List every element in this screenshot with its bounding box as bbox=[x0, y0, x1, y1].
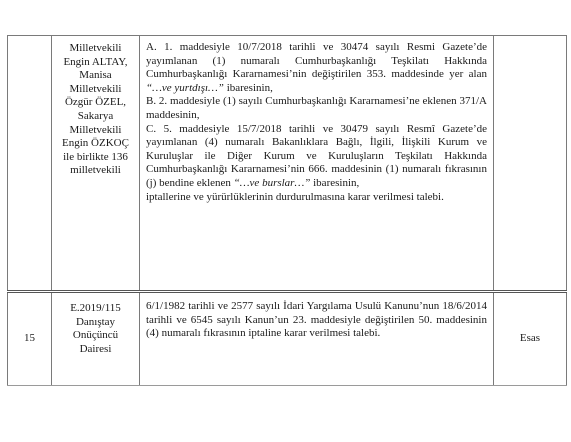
subject-a-quote: “…ve yurtdışı…” bbox=[146, 81, 224, 94]
applicant-line: Milletvekili bbox=[69, 82, 122, 95]
applicant-line: milletvekili bbox=[70, 164, 121, 177]
subject-c-tail: ibaresinin, bbox=[310, 176, 360, 189]
applicant-line: Milletvekili bbox=[69, 42, 122, 54]
subject-a-tail: ibaresinin, bbox=[223, 81, 273, 94]
applicant-line: E.2019/115 bbox=[70, 302, 121, 314]
applicant-line: ile birlikte 136 bbox=[63, 150, 128, 163]
subject-item-a bbox=[146, 41, 487, 95]
subject-a-text: A. 1. maddesiyle 10/7/2018 tarihli ve 30474 sayılı Resmi Gazete’de yayımlanan (1) numaralı Cumhurbaşkanlığı Teşkilatı Hakkında Cumhurbaşkanlığı Kararnamesi’nin değiştirilen 353. maddesinde yer alan bbox=[146, 41, 487, 81]
applicant-line: Özgür ÖZEL, bbox=[64, 96, 127, 109]
applicant-line: Engin ÖZKOÇ bbox=[62, 137, 129, 150]
subject-cell bbox=[140, 292, 494, 386]
table-row bbox=[8, 292, 567, 386]
applicant-cell bbox=[52, 36, 140, 292]
result-cell bbox=[494, 36, 567, 292]
case-table bbox=[7, 35, 567, 386]
row-number-cell: 15 bbox=[8, 292, 52, 386]
applicant-line: Milletvekili bbox=[69, 123, 122, 136]
subject-cell bbox=[140, 36, 494, 292]
row-number-cell bbox=[8, 36, 52, 292]
subject-c-quote: “…ve burslar…” bbox=[233, 176, 311, 189]
applicant-line: Engin ALTAY, bbox=[63, 55, 128, 68]
subject-c-text: C. 5. maddesiyle 15/7/2018 tarihli ve 30479 sayılı Resmî Gazete’de yayımlanan (4) numaralı Bakanlıklara Bağlı, İlgili, İlişkili Kurum ve Kuruluşlar ile Diğer Kurum ve Kuruluşların Teşkilatı Hakkında Cumhurbaşkanlığı Kararnamesi’nin 666. maddesinin (1) numaralı fıkrasının (j) bendine eklenen bbox=[146, 122, 487, 189]
applicant-cell bbox=[52, 292, 140, 386]
applicant-line: Danıştay bbox=[75, 315, 116, 328]
applicant-line: Onüçüncü bbox=[72, 329, 119, 342]
subject-item-c bbox=[146, 123, 487, 191]
subject-closing: iptallerine ve yürürlüklerinin durdurulmasına karar verilmesi talebi. bbox=[146, 190, 444, 203]
table-row bbox=[8, 36, 567, 292]
subject-text: 6/1/1982 tarihli ve 2577 sayılı İdari Yargılama Usulü Kanunu’nun 18/6/2014 tarihli ve 6545 sayılı Kanun’un 23. maddesiyle değiştirilen 50. maddesinin (4) numaralı fıkrasının iptaline karar verilmesi talebi. bbox=[146, 300, 487, 340]
subject-item-b: B. 2. maddesiyle (1) sayılı Cumhurbaşkanlığı Kararnamesi’ne eklenen 371/A maddesinin, bbox=[146, 95, 487, 121]
result-cell: Esas bbox=[494, 292, 567, 386]
applicant-line: Dairesi bbox=[79, 342, 112, 355]
applicant-line: Manisa bbox=[79, 69, 112, 82]
applicant-line: Sakarya bbox=[77, 109, 114, 122]
